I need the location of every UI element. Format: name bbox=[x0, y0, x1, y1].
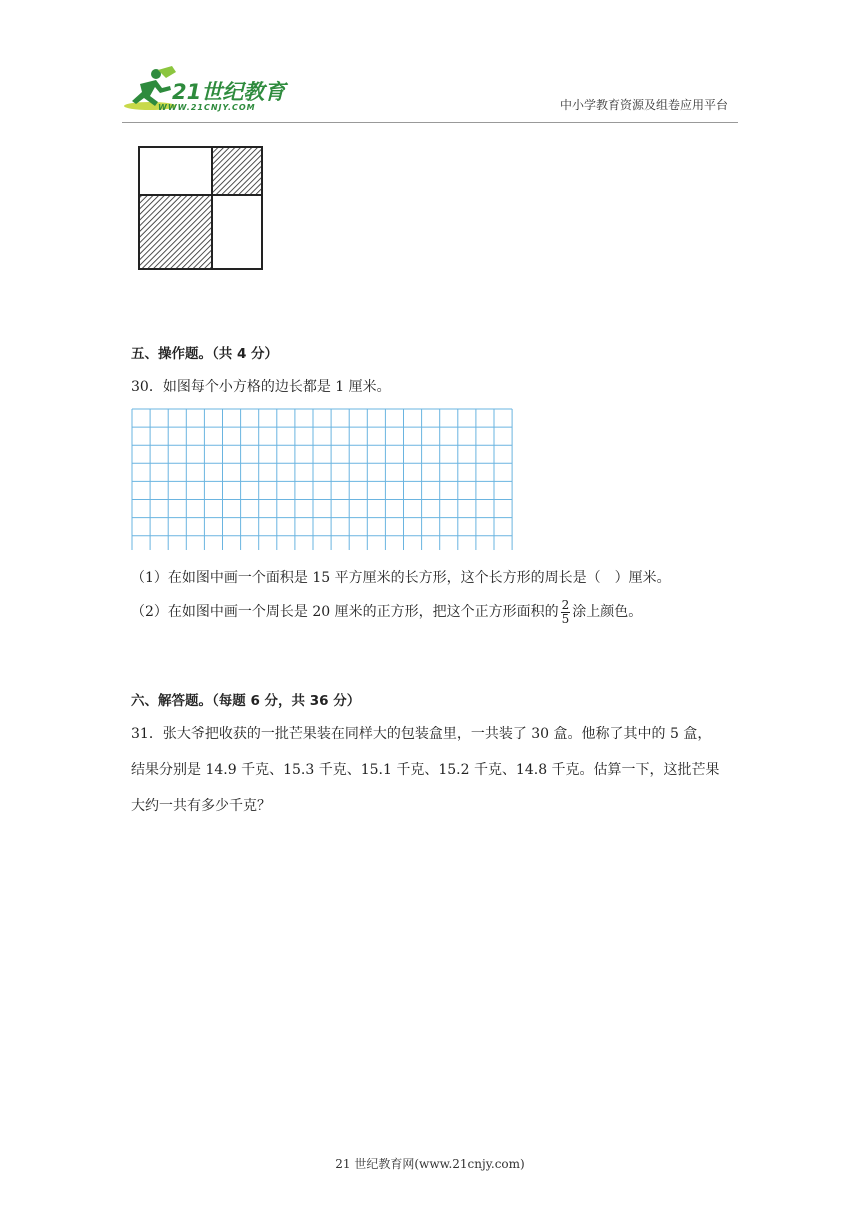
logo-text: 21世纪教育 bbox=[172, 80, 286, 104]
question-30-part-1: （1）在如图中画一个面积是 15 平方厘米的长方形，这个长方形的周长是（ ）厘米。 bbox=[131, 570, 671, 586]
question-31-line-3: 大约一共有多少千克？ bbox=[131, 798, 271, 814]
header-divider bbox=[122, 122, 738, 123]
question-30-part-2-text-after: 涂上颜色。 bbox=[572, 604, 643, 620]
question-31-line-2: 结果分别是 14.9 千克、15.3 千克、15.1 千克、15.2 千克、14.8 千克。估算一下，这批芒果 bbox=[131, 762, 720, 778]
question-31-line-1: 31．张大爷把收获的一批芒果装在同样大的包装盒里，一共装了 30 盒。他称了其中的 5 盒， bbox=[131, 726, 712, 742]
shaded-small-square bbox=[212, 147, 262, 195]
question-30-part-2 bbox=[131, 597, 642, 627]
fraction-two-fifths bbox=[561, 599, 571, 626]
section-5-title: 五、操作题。（共 4 分） bbox=[131, 346, 279, 362]
site-logo[interactable] bbox=[122, 66, 292, 114]
question-30-stem: 30．如图每个小方格的边长都是 1 厘米。 bbox=[131, 379, 391, 395]
page-footer: 21 世纪教育网(www.21cnjy.com) bbox=[335, 1157, 525, 1171]
fraction-denominator: 5 bbox=[561, 611, 570, 626]
square-grid bbox=[131, 408, 515, 550]
platform-slogan: 中小学教育资源及组卷应用平台 bbox=[559, 98, 728, 112]
fraction-numerator: 2 bbox=[561, 597, 570, 612]
section-6-title: 六、解答题。（每题 6 分，共 36 分） bbox=[131, 693, 361, 709]
page-header bbox=[0, 0, 860, 125]
shaded-square-figure bbox=[136, 144, 266, 274]
question-30-part-2-text-before: （2）在如图中画一个周长是 20 厘米的正方形，把这个正方形面积的 bbox=[131, 604, 559, 620]
logo-url: WWW.21CNJY.COM bbox=[158, 103, 256, 112]
shaded-large-square bbox=[139, 195, 212, 269]
